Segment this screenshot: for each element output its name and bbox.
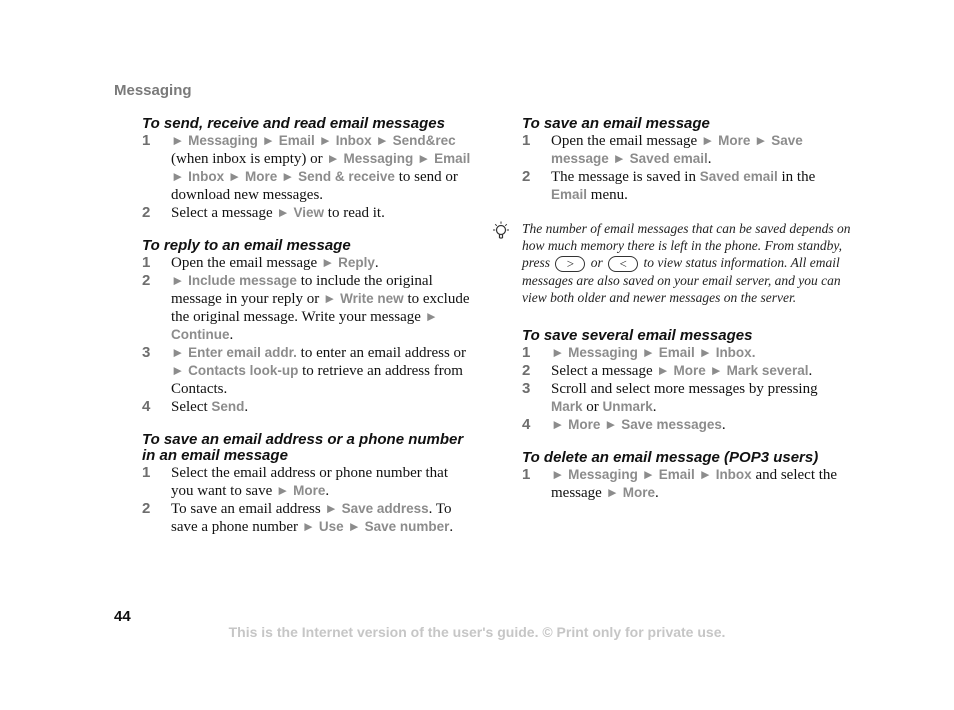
menu-item: Saved email xyxy=(699,169,778,184)
menu-item: Send xyxy=(211,399,245,414)
menu-item: Save messages xyxy=(621,416,722,432)
arrow-icon: ► xyxy=(171,345,185,360)
text: (when inbox is empty) or xyxy=(171,151,327,167)
step-text xyxy=(171,344,472,398)
step-number: 2 xyxy=(522,168,531,185)
arrow-icon: ► xyxy=(612,151,626,166)
arrow-icon: ► xyxy=(261,133,276,148)
text: Select xyxy=(171,399,212,415)
step-number: 1 xyxy=(142,464,151,481)
arrow-icon: ► xyxy=(700,133,715,148)
arrow-icon: ► xyxy=(171,273,185,288)
step xyxy=(142,344,472,398)
step xyxy=(522,466,852,502)
arrow-icon: ► xyxy=(754,133,768,148)
menu-item: Email xyxy=(658,466,695,482)
menu-item: Use xyxy=(318,519,344,534)
step-number: 2 xyxy=(142,500,151,517)
text: . xyxy=(808,362,813,379)
step-number: 1 xyxy=(522,132,531,149)
section-header: Messaging xyxy=(114,82,192,99)
arrow-icon: ► xyxy=(656,362,670,378)
footer-notice: This is the Internet version of the user's guide. © Print only for private use. xyxy=(228,624,726,640)
arrow-icon: ► xyxy=(320,255,335,270)
arrow-icon: ► xyxy=(171,363,185,378)
text: . xyxy=(374,255,379,271)
menu-item: Continue xyxy=(171,327,230,342)
menu-item: More xyxy=(568,416,601,432)
text: to read it. xyxy=(324,205,385,221)
menu-item: Inbox xyxy=(335,133,372,148)
arrow-icon: ► xyxy=(171,133,185,148)
text: . xyxy=(229,327,234,343)
step xyxy=(522,362,852,380)
key-right-icon: > xyxy=(555,256,585,272)
arrow-icon: ► xyxy=(698,344,712,360)
section-title: To save several email messages xyxy=(522,326,753,344)
text: to include the original message in your reply or xyxy=(171,273,433,307)
text: . xyxy=(449,519,454,535)
menu-item: Email xyxy=(551,187,588,202)
arrow-icon: ► xyxy=(276,205,290,220)
menu-item: Write new xyxy=(340,291,404,306)
arrow-icon: ► xyxy=(318,133,332,148)
step xyxy=(522,380,852,416)
menu-item: Save number xyxy=(364,519,450,534)
step xyxy=(142,132,472,204)
arrow-icon: ► xyxy=(698,466,712,482)
step xyxy=(142,500,472,536)
step xyxy=(142,272,472,344)
arrow-icon: ► xyxy=(424,309,439,324)
section-save-several xyxy=(522,328,852,434)
step-number: 1 xyxy=(522,465,531,483)
step-number: 2 xyxy=(522,361,531,379)
menu-item: Messaging xyxy=(343,151,414,166)
step-text xyxy=(171,500,472,536)
text: . To save a phone number xyxy=(171,501,452,535)
text: to exclude the original message. Write your message xyxy=(171,291,470,325)
menu-item: View xyxy=(293,205,325,220)
text: To save an email address xyxy=(171,501,325,517)
step-text xyxy=(171,132,472,204)
menu-item: Send&rec xyxy=(392,133,456,148)
text: to send or download new messages. xyxy=(171,169,458,203)
text: Select the email address or phone number that you want to save xyxy=(171,465,448,499)
section-save-address xyxy=(142,432,472,536)
section-title: To reply to an email message xyxy=(142,237,351,254)
step-number: 1 xyxy=(142,254,151,271)
text: . xyxy=(721,416,726,433)
text: . xyxy=(751,344,756,360)
text: . xyxy=(654,484,659,501)
menu-item: More xyxy=(622,484,655,500)
tip-text: to view status information. All email messages are also saved on your email server, and you can view both older and newer messages on the server. xyxy=(522,255,841,305)
arrow-icon: ► xyxy=(275,483,290,498)
menu-item: Email xyxy=(278,133,315,148)
text: Select a message xyxy=(551,362,657,379)
step-number: 4 xyxy=(522,415,531,433)
menu-item: Unmark xyxy=(602,398,653,414)
step-text xyxy=(171,398,472,416)
text: and select the message xyxy=(551,466,838,501)
right-column xyxy=(522,116,852,518)
step-text xyxy=(551,380,852,416)
lightbulb-icon xyxy=(491,221,511,241)
menu-item: Email xyxy=(658,344,695,360)
step-text xyxy=(551,168,852,204)
text: or xyxy=(582,398,603,415)
menu-item: More xyxy=(293,483,326,498)
step xyxy=(142,398,472,416)
arrow-icon: ► xyxy=(323,291,337,306)
arrow-icon: ► xyxy=(641,466,656,482)
step xyxy=(522,416,852,434)
section-save-message xyxy=(522,116,852,204)
menu-item: More xyxy=(718,133,751,148)
menu-item: Email xyxy=(434,151,471,166)
menu-item: Mark several xyxy=(726,362,809,378)
text: . xyxy=(652,398,657,415)
menu-item: Messaging xyxy=(568,466,638,482)
step xyxy=(522,168,852,204)
arrow-icon: ► xyxy=(324,501,338,516)
arrow-icon: ► xyxy=(375,133,389,148)
text: in the xyxy=(777,169,816,185)
menu-item: Mark xyxy=(551,398,583,414)
menu-item: Inbox xyxy=(715,466,752,482)
text: Scroll and select more messages by pressing xyxy=(551,380,818,397)
text: . xyxy=(325,483,330,499)
step-text xyxy=(551,466,852,502)
step-text xyxy=(171,464,472,500)
step-text xyxy=(551,362,852,380)
tip-text: or xyxy=(587,255,607,270)
menu-item: More xyxy=(673,362,706,378)
arrow-icon: ► xyxy=(326,151,340,166)
left-column xyxy=(142,116,472,552)
step-number: 4 xyxy=(142,398,151,415)
menu-item: Saved email xyxy=(629,151,708,166)
arrow-icon: ► xyxy=(551,344,565,360)
step-number: 3 xyxy=(522,379,531,397)
arrow-icon: ► xyxy=(347,519,361,534)
arrow-icon: ► xyxy=(301,519,316,534)
text: menu. xyxy=(587,187,628,203)
key-left-icon: < xyxy=(608,256,638,272)
page-number: 44 xyxy=(114,608,131,625)
step xyxy=(522,132,852,168)
tip-text: The number of email messages that can be saved depends on how much memory there is left in the phone. From standby, press xyxy=(522,221,851,270)
step xyxy=(142,204,472,222)
menu-item: More xyxy=(245,169,278,184)
menu-item: Reply xyxy=(338,255,375,270)
menu-item: Include message xyxy=(188,273,297,288)
text: to enter an email address or xyxy=(296,345,467,361)
step-number: 2 xyxy=(142,272,151,289)
step xyxy=(142,254,472,272)
menu-item: Messaging xyxy=(188,133,258,148)
text: The message is saved in xyxy=(551,169,700,185)
menu-item: Inbox xyxy=(715,344,752,360)
section-title: To save an email address or a phone number in an email message xyxy=(142,431,464,464)
tip-note xyxy=(522,220,852,306)
menu-item: Contacts look-up xyxy=(188,363,299,378)
arrow-icon: ► xyxy=(551,416,565,432)
section-title: To save an email message xyxy=(522,115,710,132)
arrow-icon: ► xyxy=(227,169,242,184)
menu-item: Enter email addr. xyxy=(188,345,297,360)
step-text xyxy=(171,272,472,344)
step xyxy=(522,344,852,362)
section-title: To delete an email message (POP3 users) xyxy=(522,448,819,466)
arrow-icon: ► xyxy=(604,416,618,432)
step-text xyxy=(551,344,852,362)
step-text xyxy=(171,254,472,272)
step-number: 2 xyxy=(142,204,151,221)
menu-item: Messaging xyxy=(568,344,638,360)
arrow-icon: ► xyxy=(281,169,295,184)
arrow-icon: ► xyxy=(551,466,565,482)
menu-item: Save address xyxy=(341,501,429,516)
text: Open the email message xyxy=(171,255,321,271)
arrow-icon: ► xyxy=(709,362,723,378)
arrow-icon: ► xyxy=(641,344,656,360)
step xyxy=(142,464,472,500)
arrow-icon: ► xyxy=(417,151,431,166)
arrow-icon: ► xyxy=(171,169,185,184)
section-send-receive xyxy=(142,116,472,222)
text: . xyxy=(244,399,249,415)
step-text xyxy=(171,204,472,222)
text: to retrieve an address from Contacts. xyxy=(171,363,463,397)
step-text xyxy=(551,416,852,434)
step-number: 1 xyxy=(522,343,531,361)
menu-item: Save message xyxy=(551,133,803,166)
text: Select a message xyxy=(171,205,277,221)
step-number: 3 xyxy=(142,344,151,361)
section-reply xyxy=(142,238,472,416)
menu-item: Inbox xyxy=(188,169,225,184)
text: . xyxy=(707,151,712,167)
section-title: To send, receive and read email messages xyxy=(142,115,445,132)
arrow-icon: ► xyxy=(605,484,619,500)
text: Open the email message xyxy=(551,133,701,149)
step-number: 1 xyxy=(142,132,151,149)
step-text xyxy=(551,132,852,168)
menu-item: Send & receive xyxy=(298,169,395,184)
section-delete xyxy=(522,450,852,502)
